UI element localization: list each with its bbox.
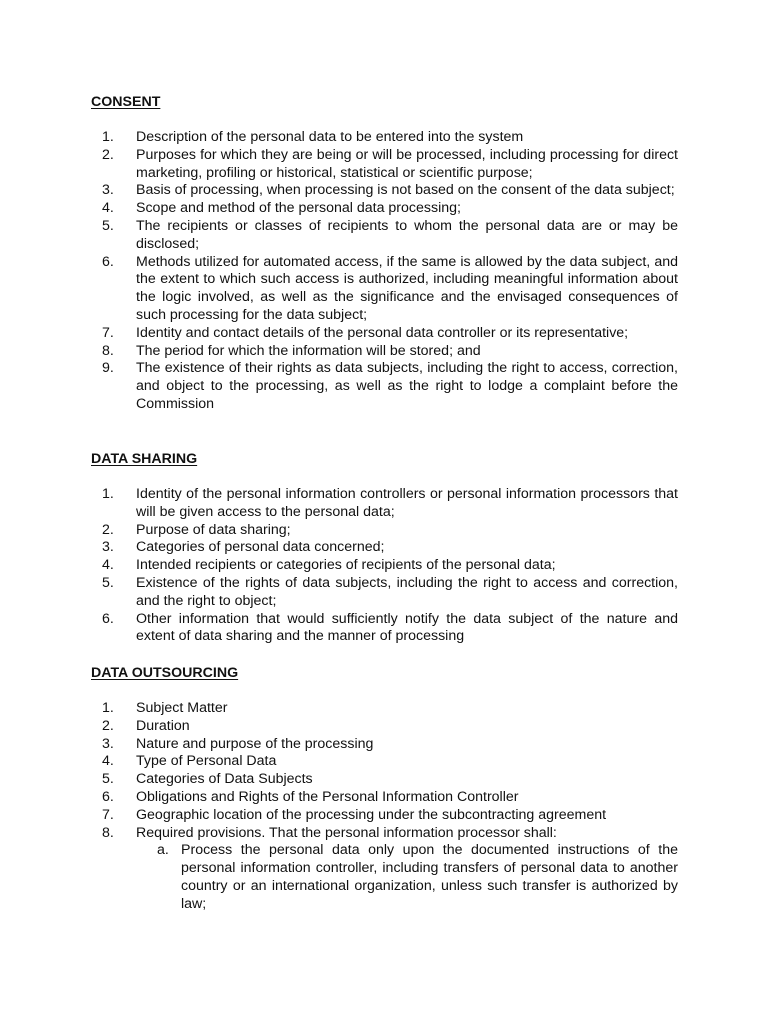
list-item: 2. Duration — [102, 717, 190, 734]
consent-list — [102, 129, 678, 414]
data-sharing-list — [102, 486, 678, 646]
list-item: 6. Other information that would sufficiently notify the data subject of the nature and extent of data sharing and the manner of processing — [102, 610, 678, 645]
list-item: 9. The existence of their rights as data subjects, including the right to access, correction, and object to the processing, as well as the right to lodge a complaint before the Commission — [102, 360, 678, 412]
list-item: 6. Obligations and Rights of the Personal Information Controller — [102, 788, 519, 805]
required-provisions-sublist — [136, 842, 678, 913]
list-item: 4. Type of Personal Data — [102, 753, 277, 770]
list-item: 7. Identity and contact details of the personal data controller or its representative; — [102, 324, 629, 341]
list-item: 6. Methods utilized for automated access, if the same is allowed by the data subject, and the extent to which such access is authorized, including meaningful information about the logic involved, as well as the significance and the envisaged consequences of such processing for the data subject; — [102, 253, 678, 323]
list-item: 1. Identity of the personal information controllers or personal information processors that will be given access to the personal data; — [102, 486, 678, 520]
list-item: 8. Required provisions. That the personal information processor shall: a. Process the personal data only upon the documented instructions of the personal information controller, including transfers of personal data to another country or an international organization, unless such transfer is authorized by law; — [102, 824, 678, 912]
list-item: 5. Categories of Data Subjects — [102, 771, 313, 788]
data-sharing-heading: DATA SHARING — [91, 451, 198, 467]
data-outsourcing-heading: DATA OUTSOURCING — [91, 665, 239, 681]
data-outsourcing-list — [102, 700, 678, 914]
list-item: 4. Scope and method of the personal data processing; — [102, 200, 461, 217]
list-item: 5. Existence of the rights of data subjects, including the right to access and correction, and the right to object; — [102, 574, 678, 609]
list-item: 1. Description of the personal data to be entered into the system — [102, 129, 524, 145]
list-item: 3. Categories of personal data concerned; — [102, 539, 385, 556]
list-item: 2. Purposes for which they are being or will be processed, including processing for direct marketing, profiling or historical, statistical or scientific purpose; — [102, 146, 678, 181]
list-item: 1. Subject Matter — [102, 700, 228, 716]
list-item: 2. Purpose of data sharing; — [102, 521, 291, 538]
list-item: 3. Nature and purpose of the processing — [102, 735, 374, 752]
list-item: 3. Basis of processing, when processing is not based on the consent of the data subject; — [102, 182, 675, 199]
list-item: 8. The period for which the information will be stored; and — [102, 342, 481, 359]
consent-heading: CONSENT — [91, 94, 161, 110]
sub-list-item: a. Process the personal data only upon the documented instructions of the personal information controller, including transfers of personal data to another country or an international organization, unless such transfer is authorized by law; — [157, 842, 678, 912]
list-item: 5. The recipients or classes of recipients to whom the personal data are or may be disclosed; — [102, 217, 678, 252]
list-item: 4. Intended recipients or categories of recipients of the personal data; — [102, 557, 556, 574]
list-item: 7. Geographic location of the processing under the subcontracting agreement — [102, 806, 607, 823]
